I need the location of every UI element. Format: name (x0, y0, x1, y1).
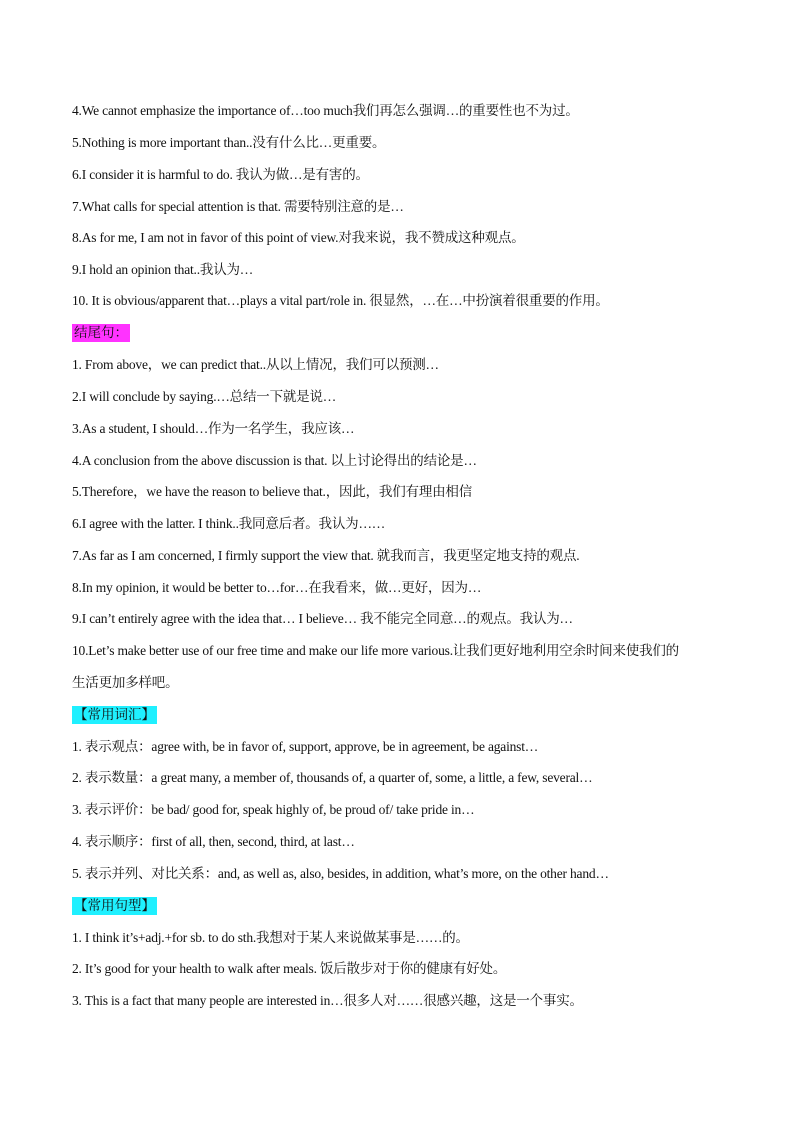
phrase-item: 9.I hold an opinion that..我认为… (72, 262, 254, 277)
phrase-item: 7.What calls for special attention is that. 需要特别注意的是… (72, 199, 404, 214)
phrase-item: 6.I consider it is harmful to do. 我认为做…是有害的。 (72, 167, 369, 182)
vocab-item: 1. 表示观点：agree with, be in favor of, support, approve, be in agreement, be against… (72, 739, 539, 754)
phrase-item: 10. It is obvious/apparent that…plays a vital part/role in. 很显然，…在…中扮演着很重要的作用。 (72, 293, 609, 308)
ending-item: 10.Let’s make better use of our free time and make our life more various.让我们更好地利用空余时间来使我们的 (72, 643, 679, 658)
ending-item: 3.As a student, I should…作为一名学生，我应该… (72, 421, 355, 436)
common-patterns-heading: 【常用句型】 (74, 898, 155, 913)
ending-sentences-heading: 结尾句： (74, 325, 128, 340)
ending-item: 1. From above，we can predict that..从以上情况，我们可以预测… (72, 357, 439, 372)
phrase-item: 4.We cannot emphasize the importance of…too much我们再怎么强调…的重要性也不为过。 (72, 103, 579, 118)
ending-item: 2.I will conclude by saying.…总结一下就是说… (72, 389, 337, 404)
vocab-item: 2. 表示数量：a great many, a member of, thousands of, a quarter of, some, a little, a few, several… (72, 770, 593, 785)
vocab-item: 3. 表示评价：be bad/ good for, speak highly of, be proud of/ take pride in… (72, 802, 475, 817)
vocab-item: 5. 表示并列、对比关系：and, as well as, also, besides, in addition, what’s more, on the other hand… (72, 866, 609, 881)
pattern-item: 2. It’s good for your health to walk after meals. 饭后散步对于你的健康有好处。 (72, 961, 507, 976)
phrase-item: 5.Nothing is more important than..没有什么比…更重要。 (72, 135, 386, 150)
vocab-item: 4. 表示顺序：first of all, then, second, third, at last… (72, 834, 355, 849)
ending-item: 6.I agree with the latter. I think..我同意后者。我认为…… (72, 516, 386, 531)
ending-item: 4.A conclusion from the above discussion is that. 以上讨论得出的结论是… (72, 453, 477, 468)
ending-item: 9.I can’t entirely agree with the idea that… I believe… 我不能完全同意…的观点。我认为… (72, 611, 573, 626)
ending-item-continuation: 生活更加多样吧。 (72, 675, 179, 690)
pattern-item: 3. This is a fact that many people are interested in…很多人对……很感兴趣，这是一个事实。 (72, 993, 583, 1008)
ending-item: 7.As far as I am concerned, I firmly support the view that. 就我而言，我更坚定地支持的观点. (72, 548, 580, 563)
ending-item: 5.Therefore，we have the reason to believe that.，因此，我们有理由相信 (72, 484, 473, 499)
ending-item: 8.In my opinion, it would be better to…for…在我看来，做…更好，因为… (72, 580, 482, 595)
phrase-item: 8.As for me, I am not in favor of this point of view.对我来说，我不赞成这种观点。 (72, 230, 525, 245)
common-vocabulary-heading: 【常用词汇】 (74, 707, 155, 722)
pattern-item: 1. I think it’s+adj.+for sb. to do sth.我想对于某人来说做某事是……的。 (72, 930, 469, 945)
